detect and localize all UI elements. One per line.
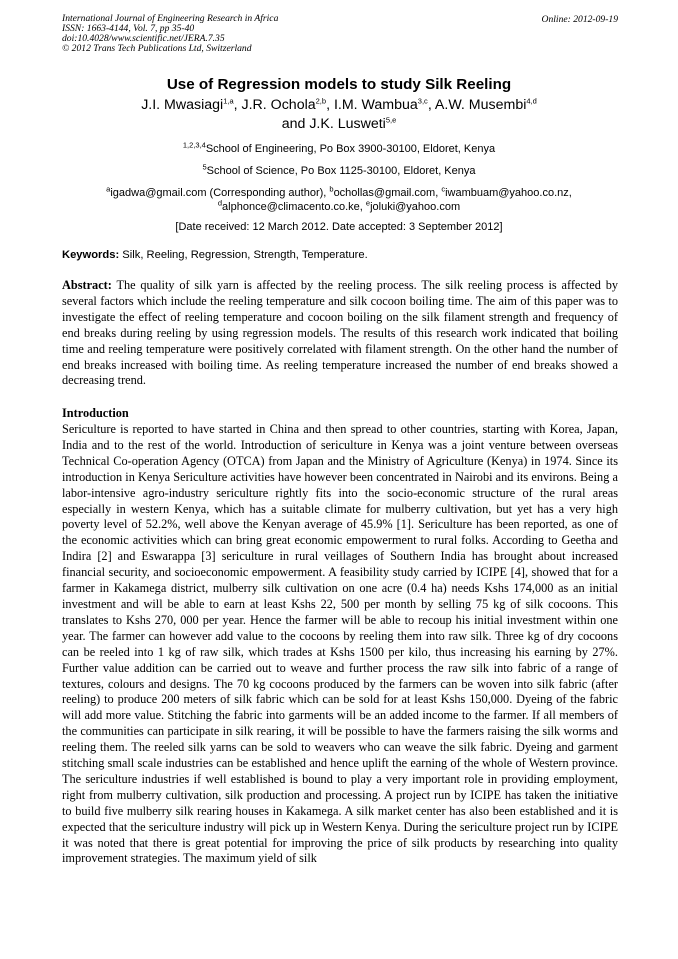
- dates-line: [Date received: 12 March 2012. Date accepted: 3 September 2012]: [175, 221, 503, 233]
- affiliation-mark: 1,2,3,4: [182, 140, 206, 150]
- issn-line: ISSN: 1663-4144, Vol. 7, pp 35-40: [62, 23, 195, 34]
- author-name: and J.K. Lusweti: [281, 116, 386, 132]
- introduction-text: Sericulture is reported to have started in China and then spread to other countries, starting with Korea, Japan, India and to the rest of the world. Introduction of sericulture in Kenya was a joint venture between overseas Technical Co-operation Agency (OTCA) from Japan and the Ministry of Agriculture (Kenya) in 1974. Since its introduction in Kenya Sericulture activities have however been concentrated in Nairobi and its environs. Being a labor-intensive agro-industry sericulture rightly fits into the socio-economic structure of the rural areas especially in western Kenya, which has a suitable climate for mulberry cultivation, but yet has a very high poverty level of 52.2%, well above the Kenyan average of 45.9% [1]. Sericulture has been reported, as one of the economic activities which can bring great economic empowerment to rural folks. According to Geetha and Indira [2] and Eswarappa [3] sericulture in rural veillages of Southern India has brought about increased financial security, and socioeconomic empowerment. A feasibility study carried by ICIPE [4], showed that for a farmer in Kakamega district, mulberry silk cultivation on one acre (0.4 ha) needs Kshs 174,000 as an initial investment and will be able to earn at least Kshs 22, 500 per month by selling 75 kg of silk cocoons. This translates to Kshs 270, 000 per year. Hence the farmer will be able to recoup his initial investment within one year. The farmer can however add value to the cocoons by reeling them into raw silk. Three kg of dry cocoons can be reeled into 1 kg of raw silk, which trades at Kshs 1500 per kilo, thus increasing his earning by 27%. Further value addition can be carried out to weave and further process the raw silk into fabric of a range of textures, colours and designs. The 70 kg cocoons produced by the farmers can be woven into silk fabric (after reeling) to produce 200 meters of silk fabric which can be sold for at least Kshs 150,000. Dyeing of the fabric will add more value. Stitching the fabric into garments will be an added income to the farmer. If all members of the communities can participate in silk rearing, it will be possible to have the farmers raising the silk worms and reeling them. The reeled silk yarns can be sold to weavers who can weave the silk fabric. Dyeing and garment stitching small scale industries can be established and hence uplift the earning of the whole of Western province. The sericulture industries if well established is bound to play a very important role in providing employment, right from mulberry cultivation, silk production and processing. A project run by ICIPE has taken the initiative to build five mulberry silk rearing houses in Kakamega. A silk market center has also been established and it is expected that the sericulture industry will pick up in Western Kenya. During the sericulture project run by ICIPE it was noted that there is great potential for improving the price of silk products by researching into quality improvement strategies. The maximum yield of silk: [62, 422, 618, 866]
- email-mark: d: [217, 198, 223, 208]
- online-date: Online: 2012-09-19: [541, 14, 618, 25]
- email-line-2: [50, 200, 628, 214]
- author-name: , I.M. Wambua: [326, 97, 418, 113]
- author-affiliation-mark: 1,a: [223, 96, 234, 106]
- email-line-1: [50, 186, 628, 200]
- author-line-1: [40, 96, 638, 114]
- author-affiliation-mark: 2,b: [315, 96, 327, 106]
- author-name: J.I. Mwasiagi: [141, 97, 224, 113]
- abstract-label: Abstract:: [62, 278, 112, 292]
- author-affiliation-mark: 3,c: [417, 96, 428, 106]
- affiliation-mark: 5: [202, 162, 207, 172]
- abstract: [62, 278, 618, 389]
- author-line-2: [40, 115, 638, 133]
- introduction-heading: Introduction: [62, 406, 129, 420]
- affiliation-engineering: [50, 142, 628, 156]
- affiliation-text: School of Engineering, Po Box 3900-30100, Eldoret, Kenya: [205, 143, 496, 155]
- journal-name: International Journal of Engineering Research in Africa: [62, 13, 279, 24]
- keywords-text: Silk, Reeling, Regression, Strength, Temperature.: [119, 249, 368, 261]
- abstract-text: The quality of silk yarn is affected by the reeling process. The silk reeling process is affected by several factors which include the reeling temperature and silk cocoon boiling time. The aim of this paper was to investigate the effect of reeling temperature and cocoon boiling on the silk filament strength and frequency of end breaks during reeling by using regression models. The results of this research work indicated that boiling time and reeling temperature were positively correlated with filament strength. On the other hand the number of end breaks increased with boiling time. As reeling temperature increased the number of end breaks showed a decreasing trend.: [62, 278, 618, 388]
- keywords: [62, 249, 618, 261]
- author-name: , A.W. Musembi: [427, 97, 527, 113]
- keywords-label: Keywords:: [62, 249, 120, 261]
- email-address: joluki@yahoo.com: [370, 201, 461, 213]
- author-name: , J.R. Ochola: [233, 97, 316, 113]
- paper-title: Use of Regression models to study Silk Reeling: [166, 76, 512, 93]
- email-mark: e: [365, 198, 371, 208]
- email-mark: c: [441, 184, 446, 194]
- email-address: ochollas@gmail.com,: [333, 187, 442, 199]
- affiliation-science: [50, 164, 628, 178]
- email-address: iwambuam@yahoo.co.nz,: [445, 187, 572, 199]
- email-address: alphonce@climacento.co.ke,: [222, 201, 366, 213]
- author-affiliation-mark: 5,e: [385, 115, 397, 125]
- doi-line: doi:10.4028/www.scientific.net/JERA.7.35: [62, 33, 225, 44]
- email-mark: a: [106, 184, 111, 194]
- affiliation-text: School of Science, Po Box 1125-30100, Eldoret, Kenya: [206, 165, 476, 177]
- email-address: igadwa@gmail.com (Corresponding author),: [110, 187, 330, 199]
- copyright-line: © 2012 Trans Tech Publications Ltd, Switzerland: [62, 43, 252, 54]
- author-affiliation-mark: 4,d: [526, 96, 537, 106]
- email-mark: b: [329, 184, 334, 194]
